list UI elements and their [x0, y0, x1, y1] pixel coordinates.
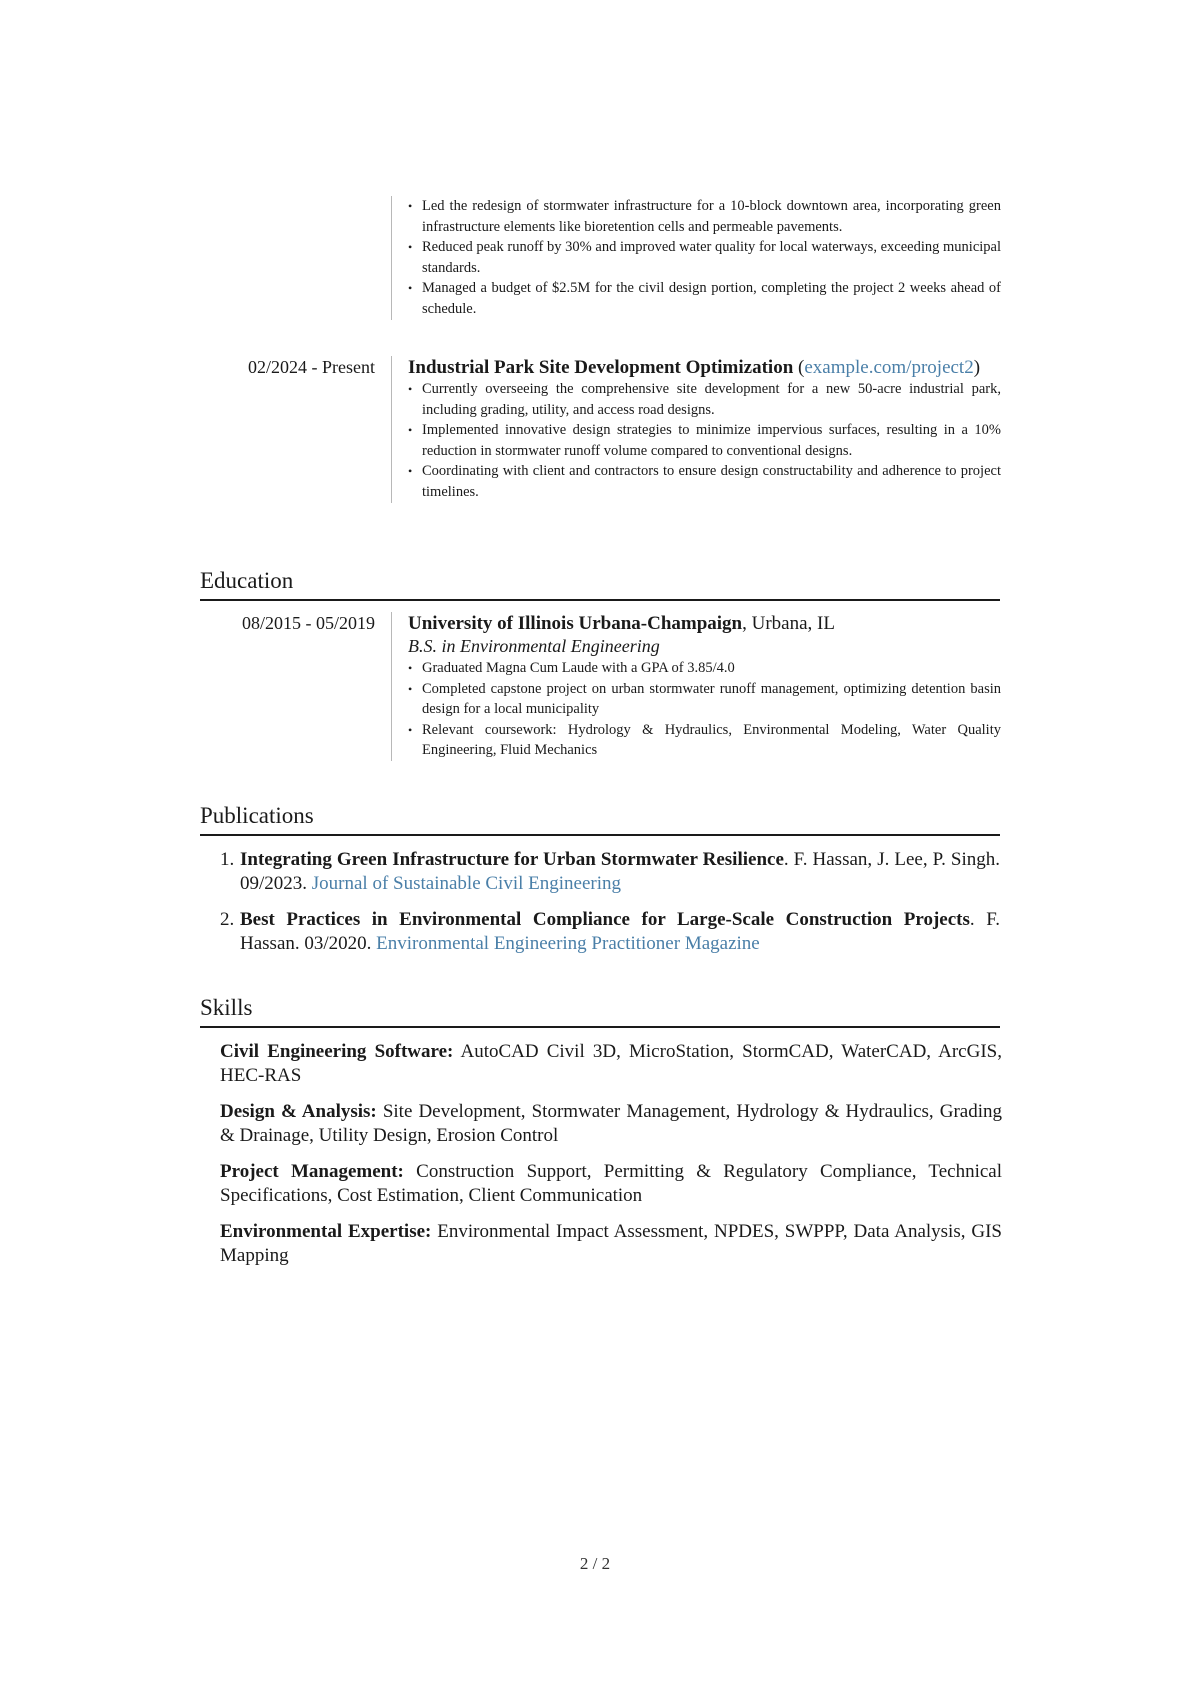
project-heading — [408, 356, 1001, 379]
skill-item — [220, 1160, 1002, 1207]
publication-number: 2. — [220, 909, 235, 930]
section-title-skills: Skills — [200, 994, 1000, 1028]
school-location: , Urbana, IL — [742, 613, 835, 634]
link-open-paren: ( — [798, 357, 805, 378]
experience-entry-body — [391, 356, 1017, 503]
skill-label: Civil Engineering Software: — [220, 1041, 454, 1062]
bullet-item: • Led the redesign of stormwater infrastructure for a 10-block downtown area, incorporating green infrastructure elements like bioretention cells and permeable pavements. — [408, 196, 1001, 237]
bullet-item: • Completed capstone project on urban stormwater runoff management, optimizing detention basin design for a local municipality — [408, 679, 1001, 720]
page-number: 2 / 2 — [579, 1554, 611, 1573]
publication-details: . F. Hassan. 03/2020. — [240, 909, 1000, 954]
skill-item — [220, 1100, 1002, 1147]
skill-value: Site Development, Stormwater Management, Hydrology & Hydraulics, Grading & Drainage, Utility Design, Erosion Control — [220, 1101, 1002, 1146]
publication-item — [200, 848, 1000, 895]
publication-details: . F. Hassan, J. Lee, P. Singh. 09/2023. — [240, 849, 1001, 894]
project-link[interactable]: example.com/project2 — [804, 357, 974, 378]
skill-label: Project Management: — [220, 1161, 404, 1182]
experience-entry-body — [391, 196, 1017, 320]
publication-number: 1. — [220, 849, 235, 870]
school-name: University of Illinois Urbana-Champaign — [408, 613, 743, 634]
publications-list — [200, 848, 1000, 968]
skill-item — [220, 1220, 1002, 1267]
publication-title: Integrating Green Infrastructure for Urban Stormwater Resilience — [240, 849, 784, 870]
bullet-item: • Relevant coursework: Hydrology & Hydraulics, Environmental Modeling, Water Quality Engineering, Fluid Mechanics — [408, 720, 1001, 761]
skill-value: AutoCAD Civil 3D, MicroStation, StormCAD, WaterCAD, ArcGIS, HEC-RAS — [220, 1041, 1002, 1086]
publication-item — [200, 908, 1000, 955]
degree: B.S. in Environmental Engineering — [408, 636, 660, 656]
skill-value: Environmental Impact Assessment, NPDES, SWPPP, Data Analysis, GIS Mapping — [220, 1221, 1002, 1266]
bullet-item: • Graduated Magna Cum Laude with a GPA of 3.85/4.0 — [408, 658, 1001, 679]
education-entry-body — [391, 612, 1017, 761]
education-bullets — [408, 658, 1001, 761]
experience-bullets — [408, 196, 1001, 320]
school-heading — [408, 612, 1001, 635]
skill-item — [220, 1040, 1002, 1087]
bullet-item: • Reduced peak runoff by 30% and improved water quality for local waterways, exceeding municipal standards. — [408, 237, 1001, 278]
bullet-item: • Currently overseeing the comprehensive site development for a new 50-acre industrial park, including grading, utility, and access road designs. — [408, 379, 1001, 420]
entry-date: 08/2015 - 05/2019 — [242, 613, 375, 633]
bullet-item: • Coordinating with client and contractors to ensure design constructability and adherence to project timelines. — [408, 461, 1001, 502]
section-title-education: Education — [200, 567, 1000, 601]
skill-label: Design & Analysis: — [220, 1101, 377, 1122]
publication-venue-link[interactable]: Journal of Sustainable Civil Engineering — [311, 872, 622, 894]
publication-venue-link[interactable]: Environmental Engineering Practitioner Magazine — [376, 932, 760, 954]
bullet-item: • Managed a budget of $2.5M for the civil design portion, completing the project 2 weeks ahead of schedule. — [408, 278, 1001, 319]
section-title-publications: Publications — [200, 802, 1000, 836]
skill-label: Environmental Expertise: — [220, 1221, 432, 1242]
experience-bullets — [408, 379, 1001, 503]
skill-value: Construction Support, Permitting & Regulatory Compliance, Technical Specifications, Cost Estimation, Client Communication — [220, 1161, 1002, 1206]
bullet-item: • Implemented innovative design strategies to minimize impervious surfaces, resulting in a 10% reduction in stormwater runoff volume compared to conventional designs. — [408, 420, 1001, 461]
skills-list — [220, 1040, 1002, 1280]
link-close-paren: ) — [973, 357, 981, 378]
project-title: Industrial Park Site Development Optimization — [408, 357, 794, 378]
entry-date: 02/2024 - Present — [248, 357, 375, 377]
publication-title: Best Practices in Environmental Compliance for Large-Scale Construction Projects — [240, 909, 970, 930]
